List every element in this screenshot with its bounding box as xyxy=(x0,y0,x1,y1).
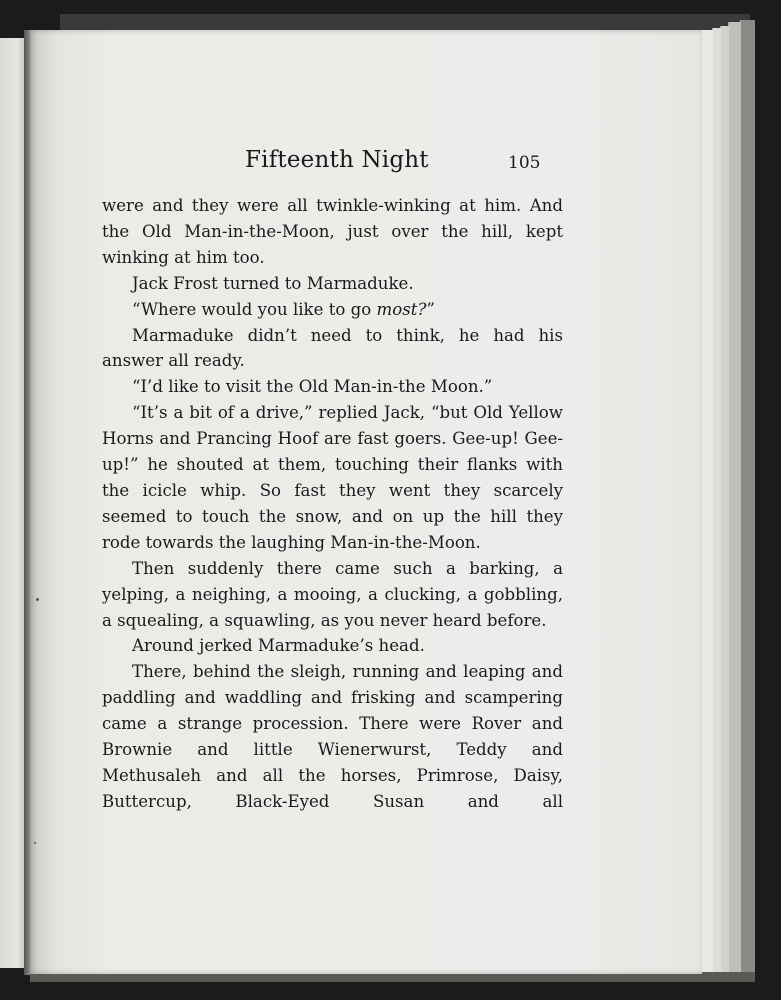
book-page xyxy=(30,30,702,974)
page-stack-edge xyxy=(740,20,755,982)
paper-speck xyxy=(34,842,36,844)
paragraph: There, behind the sleigh, running and leaping and paddling and waddling and frisking and scampering came a strange procession. There were Rover and Brownie and little Wienerwurst, Teddy and Methusaleh and all the horses, Primrose, Daisy, Buttercup, Black-Eyed Susan and all xyxy=(102,662,563,811)
paragraph: Marmaduke didn’t need to think, he had his answer all ready. xyxy=(102,325,563,371)
paragraph: were and they were all twinkle-winking at him. And the Old Man-in-the-Moon, just over the hill, kept winking at him too. xyxy=(102,196,563,267)
quote-close: ” xyxy=(426,299,435,319)
body-text xyxy=(102,193,563,815)
emphasis-text: most? xyxy=(376,299,427,319)
paragraph: Around jerked Marmaduke’s head. xyxy=(132,636,425,656)
running-title: Fifteenth Night xyxy=(245,147,429,173)
paragraph: Then suddenly there came such a barking, a yelping, a neighing, a mooing, a clucking, a gobbling, a squealing, a squawling, as you never heard before. xyxy=(102,558,563,630)
page-number: 105 xyxy=(508,153,541,173)
paper-speck xyxy=(36,598,39,601)
paragraph: “I’d like to visit the Old Man-in-the Moon.” xyxy=(132,377,493,397)
quote-text: “Where would you like to go xyxy=(132,299,377,319)
page-stack-edge xyxy=(720,26,729,977)
paragraph xyxy=(102,297,563,323)
running-head xyxy=(30,147,702,181)
paragraph: “It’s a bit of a drive,” replied Jack, “but Old Yellow Horns and Prancing Hoof are fast goers. Gee-up! Gee-up!” he shouted at them, touching their flanks with the icicle whip. So fast they went they scarcely seemed to touch the snow, and on up the hill they rode towards the laughing Man-in-the-Moon. xyxy=(102,403,563,552)
page-stack-edge xyxy=(712,28,721,976)
paragraph: Jack Frost turned to Marmaduke. xyxy=(132,273,414,293)
page-stack-edge xyxy=(728,22,741,980)
